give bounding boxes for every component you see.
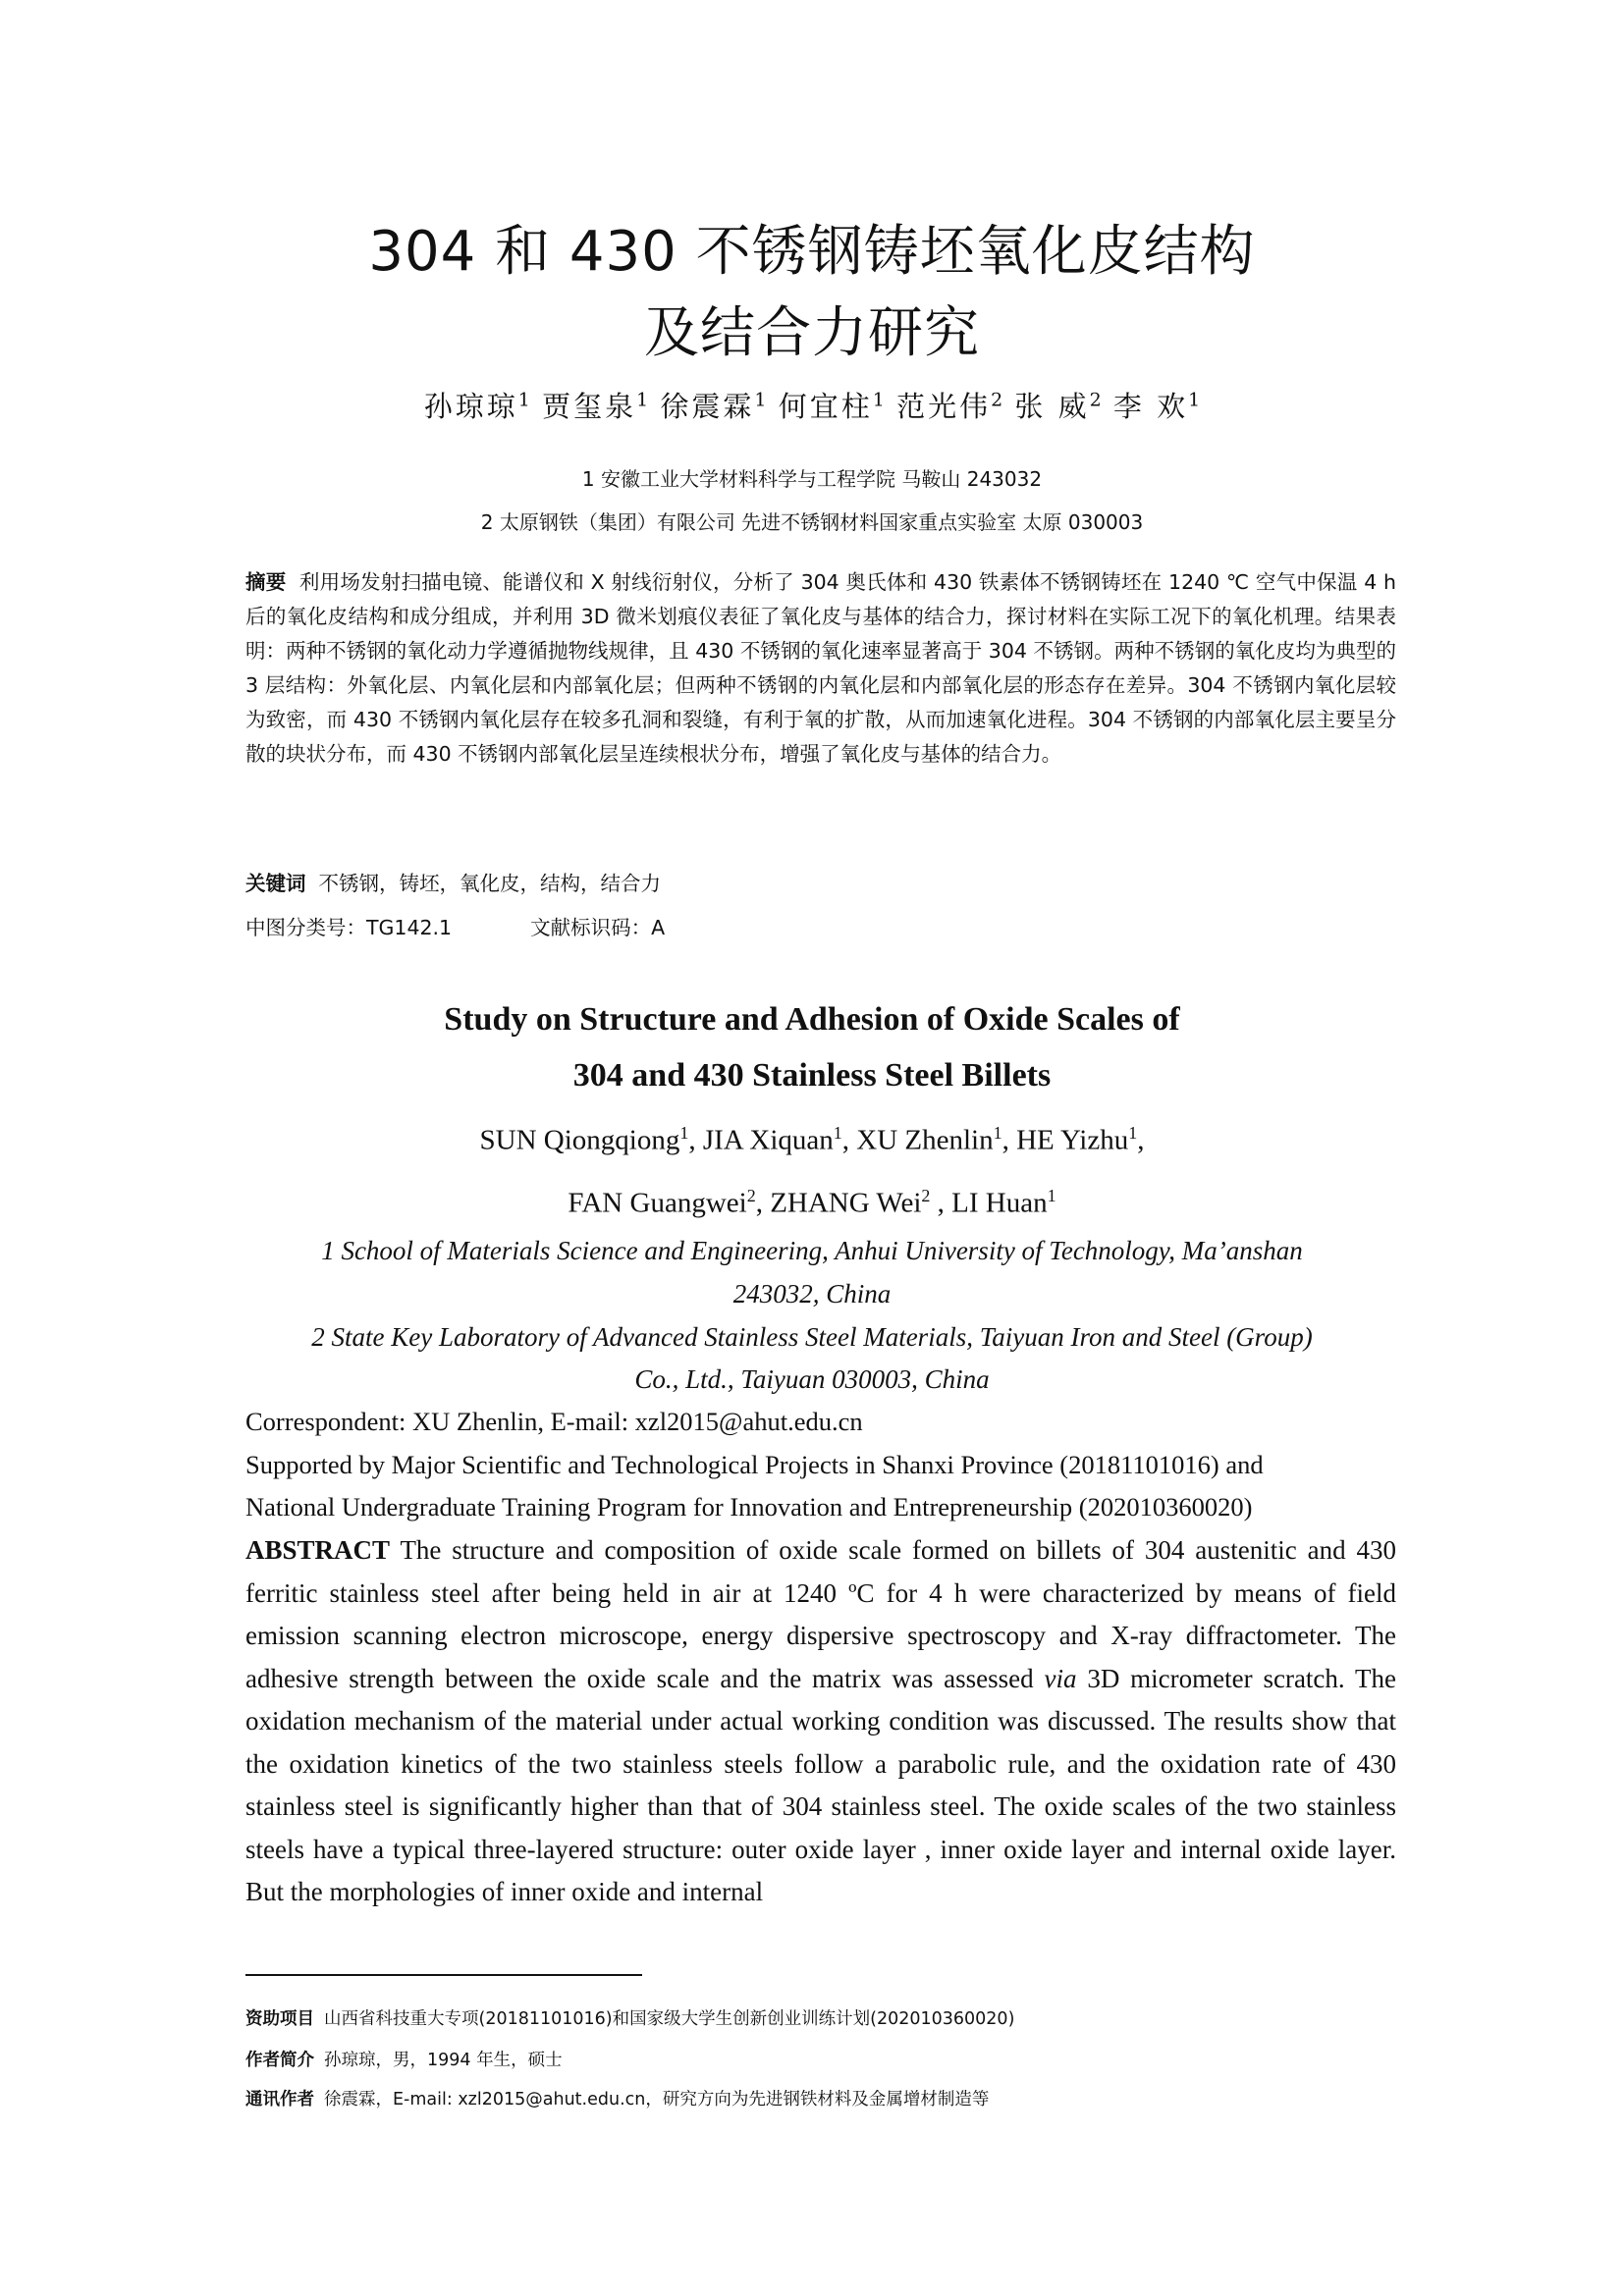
abstract-cn: [245, 565, 1396, 772]
author-en-affil: 1: [679, 1123, 689, 1143]
abstract-en: [245, 1529, 1396, 1914]
author-cn-affil: 1: [754, 389, 767, 411]
author-cn-affil: 1: [1188, 389, 1201, 411]
author-cn: 孙琼琼: [423, 390, 518, 423]
supported-by-line-1: Supported by Major Scientific and Technological Projects in Shanxi Province (20181101016) and: [245, 1450, 1264, 1479]
classification: [245, 911, 665, 940]
abstract-cn-label: 摘要: [245, 570, 287, 594]
affiliation-en-1: 1 School of Materials Science and Engineering, Anhui University of Technology, Ma’anshan: [321, 1236, 1303, 1265]
abstract-en-text-2: 3D micrometer scratch. The oxidation mechanism of the material under actual working condition was discussed. The results show that the oxidation kinetics of the two stainless steels follow a parabolic rule, and the oxidation rate of 430 stainless steel is significantly higher than that of 304 stainless steel. The oxide scales of the two stainless steels have a typical three-layered structure: outer oxide layer , inner oxide layer and internal oxide layer. But the morphologies of inner oxide and internal: [245, 1663, 1396, 1906]
authors-en-line-1: SUN Qiongqiong$^1$, JIA Xiquan$^1$, XU Zhenlin$^1$, HE Yizhu$^1$,: [479, 1123, 1145, 1156]
abstract-en-label: ABSTRACT: [245, 1535, 391, 1565]
footnote-label: 通讯作者: [245, 2090, 314, 2109]
title-cn-line-1: 304 和 430 不锈钢铸坯氧化皮结构: [368, 220, 1256, 284]
footnote-divider: [245, 1974, 642, 1976]
author-cn: 范光伟: [896, 390, 992, 423]
correspondent: Correspondent: XU Zhenlin, E-mail: xzl2015@ahut.edu.cn: [245, 1407, 863, 1436]
footnote-funding: [245, 2005, 1014, 2030]
author-cn-affil: 1: [872, 389, 885, 411]
doc-code-value: A: [651, 916, 666, 939]
author-cn: 李 欢: [1112, 390, 1189, 423]
footnote-text: 山西省科技重大专项(20181101016)和国家级大学生创新创业训练计划(202010360020): [324, 2009, 1015, 2029]
author-en: LI Huan: [951, 1187, 1048, 1219]
author-cn-affil: 2: [1089, 389, 1102, 411]
author-en: HE Yizhu: [1016, 1124, 1129, 1156]
footnote-author-bio: [245, 2047, 563, 2071]
author-en: FAN Guangwei: [568, 1187, 747, 1219]
author-en: SUN Qiongqiong: [479, 1124, 680, 1156]
author-cn-affil: 1: [636, 389, 649, 411]
title-en-line-2: 304 and 430 Stainless Steel Billets: [572, 1057, 1052, 1094]
affiliation-en-1-cont: 243032, China: [732, 1279, 892, 1308]
author-en: ZHANG Wei: [770, 1187, 922, 1219]
author-en: JIA Xiquan: [702, 1124, 834, 1156]
keywords-cn-label: 关键词: [245, 872, 306, 895]
author-en-affil: 1: [833, 1123, 842, 1143]
footnote-label: 资助项目: [245, 2009, 314, 2029]
affiliation-cn-1: 1 安徽工业大学材料科学与工程学院 马鞍山 243032: [581, 467, 1043, 491]
author-en-affil: 1: [1128, 1123, 1138, 1143]
affiliation-cn-2: 2 太原钢铁（集团）有限公司 先进不锈钢材料国家重点实验室 太原 030003: [480, 510, 1144, 534]
author-cn: 徐震霖: [660, 390, 755, 423]
authors-en-line-2: FAN Guangwei$^2$, ZHANG Wei$^2$ , LI Huan$^1$: [568, 1186, 1056, 1219]
author-en-affil: 2: [746, 1186, 756, 1205]
footnote-corresponding: [245, 2086, 989, 2110]
author-cn: 贾玺泉: [542, 390, 637, 423]
abstract-en-text-1: The structure and composition of oxide scale formed on billets of 304 austenitic and 430 ferritic stainless steel after being held in air at 1240 ºC for 4 h were characterized by means of field emission scanning electron microscope, energy dispersive spectroscopy and X-ray diffractometer. The adhesive strength between the oxide scale and the matrix was assessed: [245, 1535, 1396, 1693]
affiliation-en-2-cont: Co., Ltd., Taiyuan 030003, China: [634, 1364, 990, 1394]
author-en-affil: 1: [993, 1123, 1002, 1143]
author-cn: 何宜柱: [778, 390, 873, 423]
affiliation-en-2: 2 State Key Laboratory of Advanced Stainless Steel Materials, Taiyuan Iron and Steel (Group): [311, 1322, 1313, 1352]
footnote-text: 徐震霖，E-mail: xzl2015@ahut.edu.cn，研究方向为先进钢铁材料及金属增材制造等: [324, 2090, 990, 2109]
abstract-cn-text: 利用场发射扫描电镜、能谱仪和 X 射线衍射仪，分析了 304 奥氏体和 430 铁素体不锈钢铸坯在 1240 ℃ 空气中保温 4 h 后的氧化皮结构和成分组成，并利用 3D 微米划痕仪表征了氧化皮与基体的结合力，探讨材料在实际工况下的氧化机理。结果表明：两种不锈钢的氧化动力学遵循抛物线规律，且 430 不锈钢的氧化速率显著高于 304 不锈钢。两种不锈钢的氧化皮均为典型的 3 层结构：外氧化层、内氧化层和内部氧化层；但两种不锈钢的内氧化层和内部氧化层的形态存在差异。304 不锈钢内氧化层较为致密，而 430 不锈钢内氧化层存在较多孔洞和裂缝，有利于氧的扩散，从而加速氧化进程。304 不锈钢的内部氧化层主要呈分散的块状分布，而 430 不锈钢内部氧化层呈连续根状分布，增强了氧化皮与基体的结合力。: [245, 570, 1396, 766]
clc-value: TG142.1: [366, 916, 453, 939]
abstract-en-italic: via: [1044, 1663, 1077, 1693]
supported-by-line-2: National Undergraduate Training Program for Innovation and Entrepreneurship (202010360020): [245, 1492, 1253, 1522]
doc-code-label: 文献标识码：: [530, 916, 652, 939]
author-cn: 张 威: [1014, 390, 1090, 423]
author-en-affil: 1: [1047, 1186, 1056, 1205]
author-cn-affil: 1: [517, 389, 530, 411]
clc-label: 中图分类号：: [245, 916, 366, 939]
title-cn-line-2: 及结合力研究: [644, 301, 980, 365]
author-cn-affil: 2: [991, 389, 1003, 411]
footnote-label: 作者简介: [245, 2051, 314, 2070]
title-en-line-1: Study on Structure and Adhesion of Oxide Scales of: [444, 1001, 1180, 1038]
authors-cn: [0, 385, 1624, 425]
author-en-affil: 2: [921, 1186, 931, 1205]
author-en: XU Zhenlin: [856, 1124, 994, 1156]
keywords-cn-text: 不锈钢，铸坯，氧化皮，结构，结合力: [318, 872, 662, 895]
footnote-text: 孙琼琼，男，1994 年生，硕士: [324, 2051, 563, 2070]
keywords-cn: [245, 867, 661, 896]
